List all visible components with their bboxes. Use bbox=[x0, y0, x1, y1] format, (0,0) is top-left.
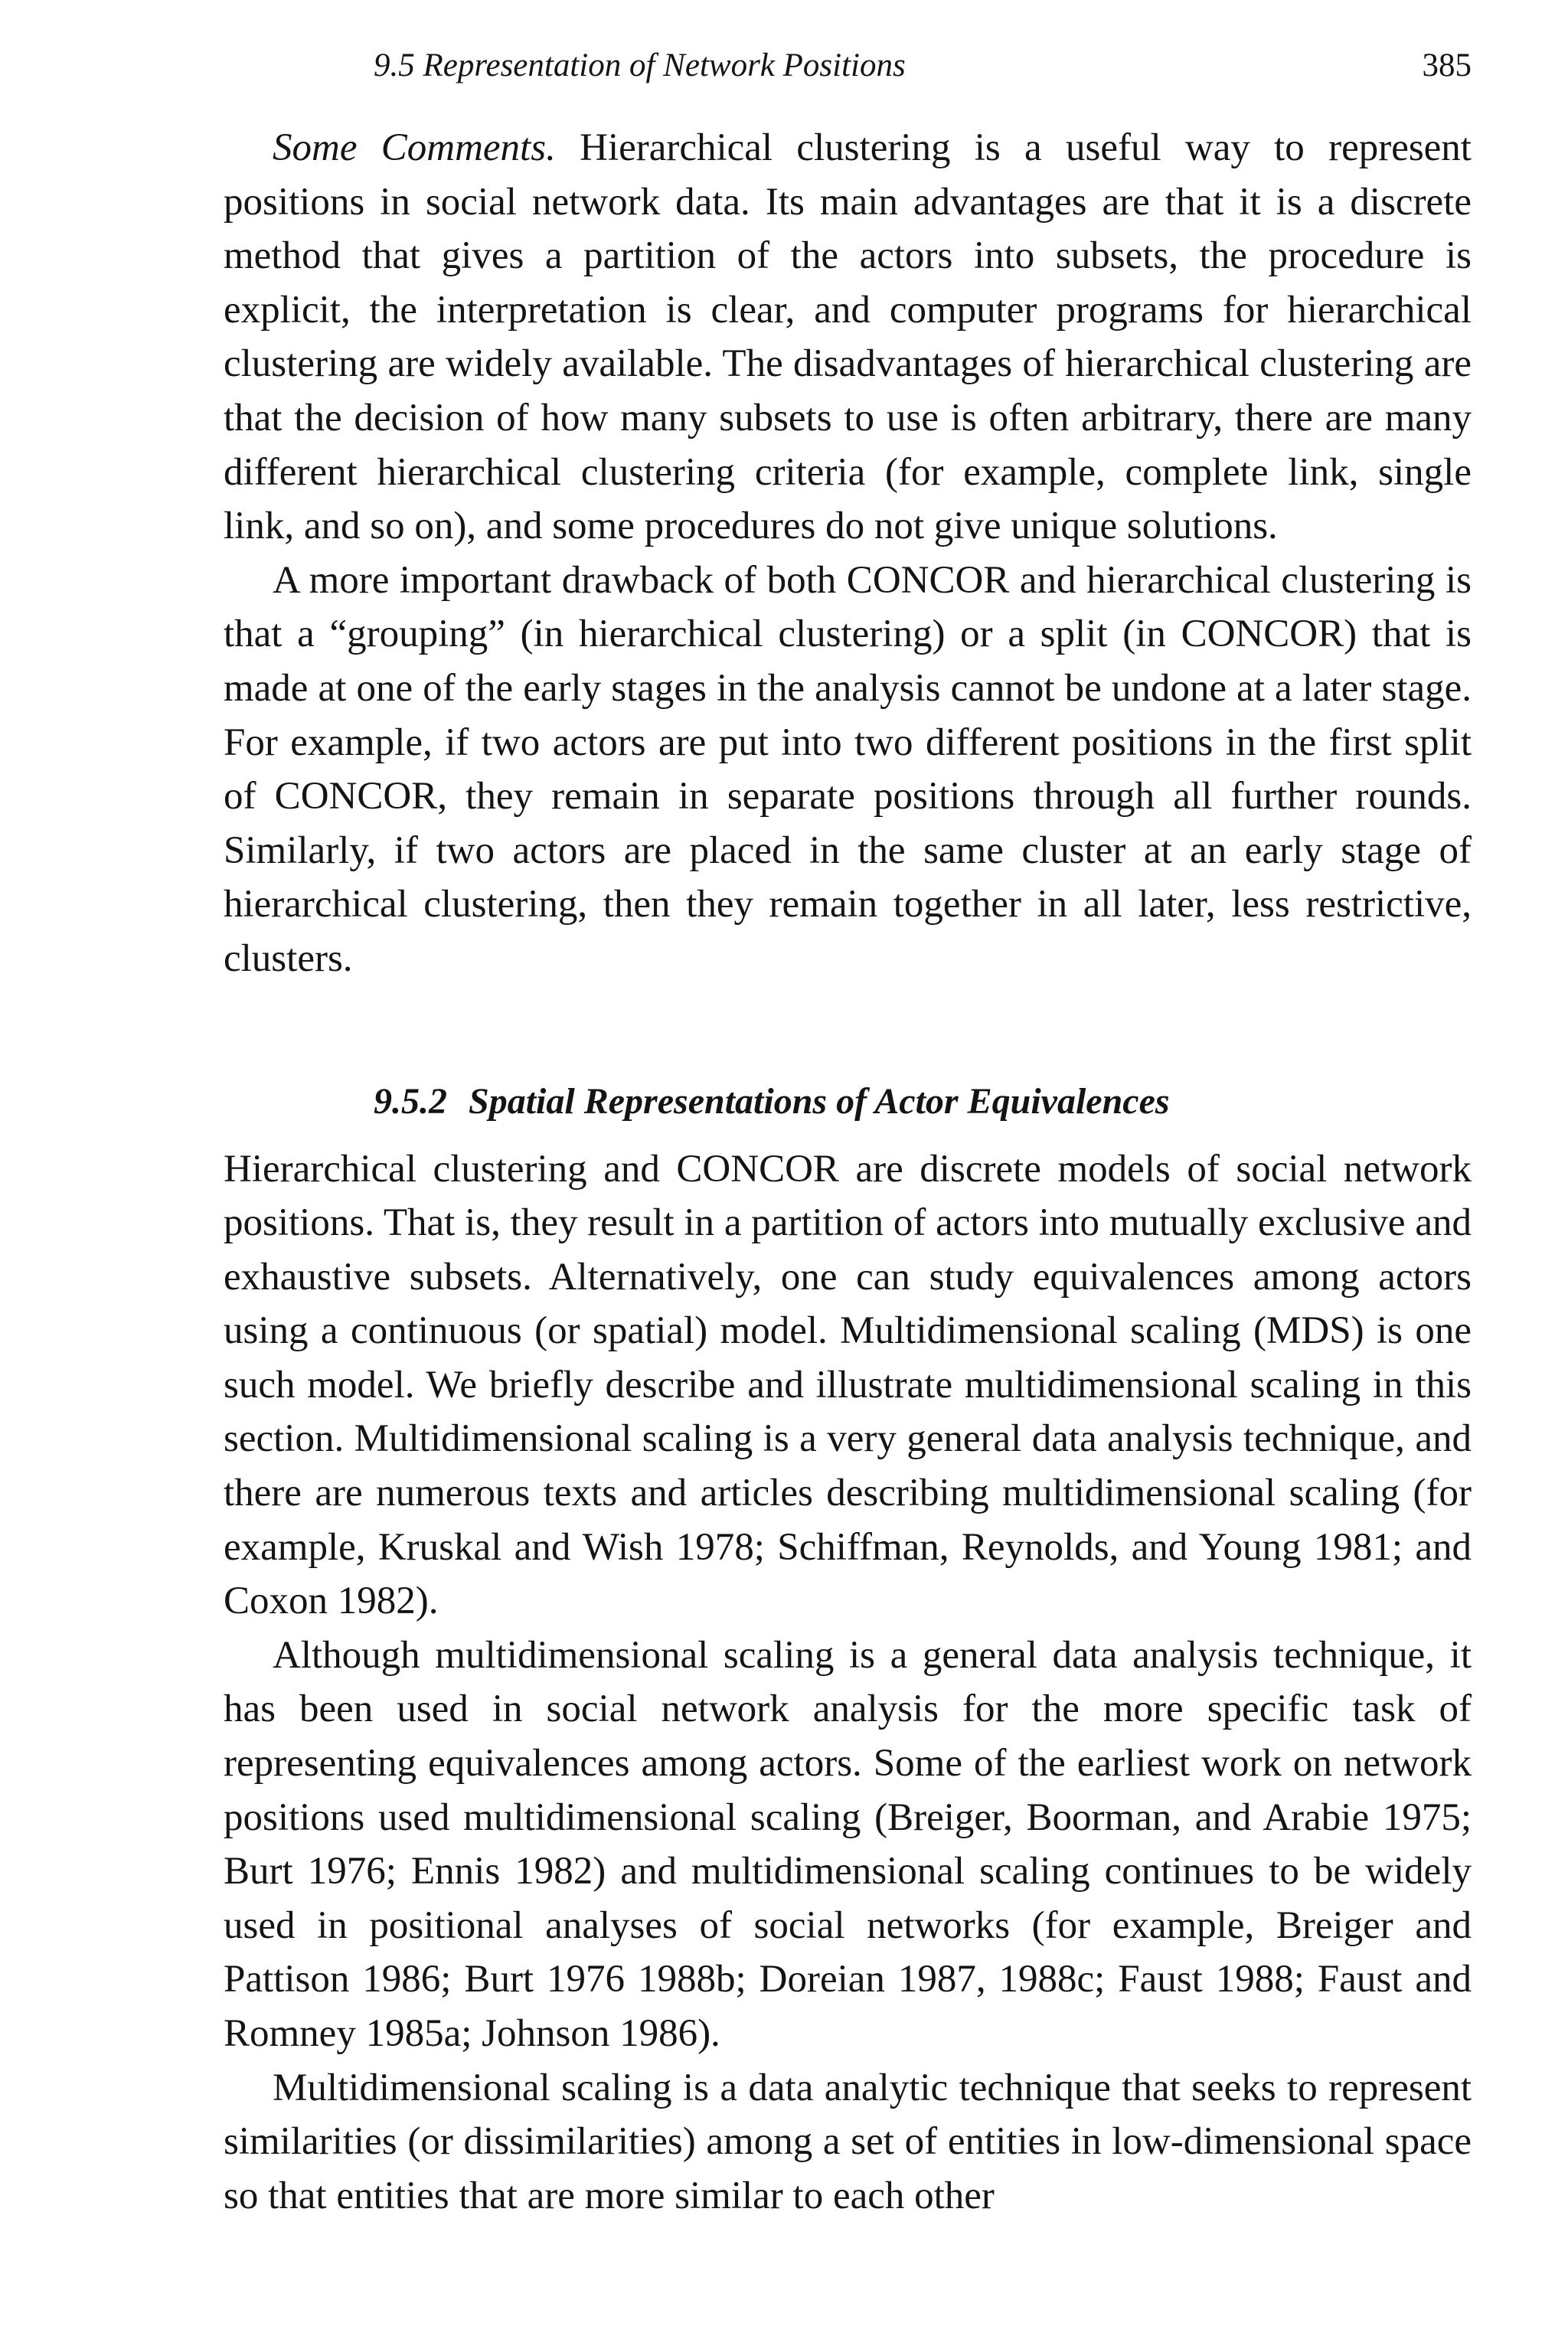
comments-text: Hierarchical clustering is a useful way to represent positions in social network data. Its main advantages are that it is a discrete method that gives a partition of the actors into subsets, the procedure is explicit, the interpretation is clear, and computer programs for hierarchical clustering are widely available. The disadvantages of hierarchical clustering are that the decision of how many subsets to use is often arbitrary, there are many different hierarchical clustering criteria (for example, complete link, single link, and so on), and some procedures do not give unique solutions. bbox=[224, 126, 1472, 548]
section-paragraph-1: Hierarchical clustering and CONCOR are discrete models of social network positions. That is, they result in a partition of actors into mutually exclusive and exhaustive subsets. Alternatively, one can study equivalences among actors using a continuous (or spatial) model. Multidimensional scaling (MDS) is one such model. We briefly describe and illustrate multidimensional scaling in this section. Multidimensional scaling is a very general data analysis technique, and there are numerous texts and articles describing multidimensional scaling (for example, Kruskal and Wish 1978; Schiffman, Reynolds, and Young 1981; and Coxon 1982). bbox=[224, 1147, 1472, 1623]
running-head bbox=[224, 40, 1472, 92]
section-paragraph-2: Although multidimensional scaling is a general data analysis technique, it has been used in social network analysis for the more specific task of representing equivalences among actors. Some of the earliest work on network positions used multidimensional scaling (Breiger, Boorman, and Arabie 1975; Burt 1976; Ennis 1982) and multidimensional scaling continues to be widely used in positional analyses of social networks (for example, Breiger and Pattison 1986; Burt 1976 1988b; Doreian 1987, 1988c; Faust 1988; Faust and Romney 1985a; Johnson 1986). bbox=[224, 1633, 1472, 2055]
comments-paragraph bbox=[224, 121, 1472, 554]
section-heading bbox=[224, 1075, 1472, 1129]
drawback-paragraph: A more important drawback of both CONCOR and hierarchical clustering is that a “grouping” (in hierarchical clustering) or a split (in CONCOR) that is made at one of the early stages in the analysis cannot be undone at a later stage. For example, if two actors are put into two different positions in the first split of CONCOR, they remain in separate positions through all further rounds. Similarly, if two actors are placed in the same cluster at an early stage of hierarchical clustering, then they remain together in all later, less restrictive, clusters. bbox=[224, 558, 1472, 980]
page-number: 385 bbox=[1422, 47, 1472, 83]
section-paragraph-3: Multidimensional scaling is a data analytic technique that seeks to represent similarities (or dissimilarities) among a set of entities in low-dimensional space so that entities that are more similar to each other bbox=[224, 2066, 1472, 2217]
book-page bbox=[224, 40, 1472, 2223]
comments-lead-in: Some Comments. bbox=[273, 126, 556, 169]
section-number: 9.5.2 bbox=[374, 1080, 447, 1122]
section-title: Spatial Representations of Actor Equivalences bbox=[469, 1080, 1170, 1122]
running-title: 9.5 Representation of Network Positions bbox=[374, 47, 906, 83]
